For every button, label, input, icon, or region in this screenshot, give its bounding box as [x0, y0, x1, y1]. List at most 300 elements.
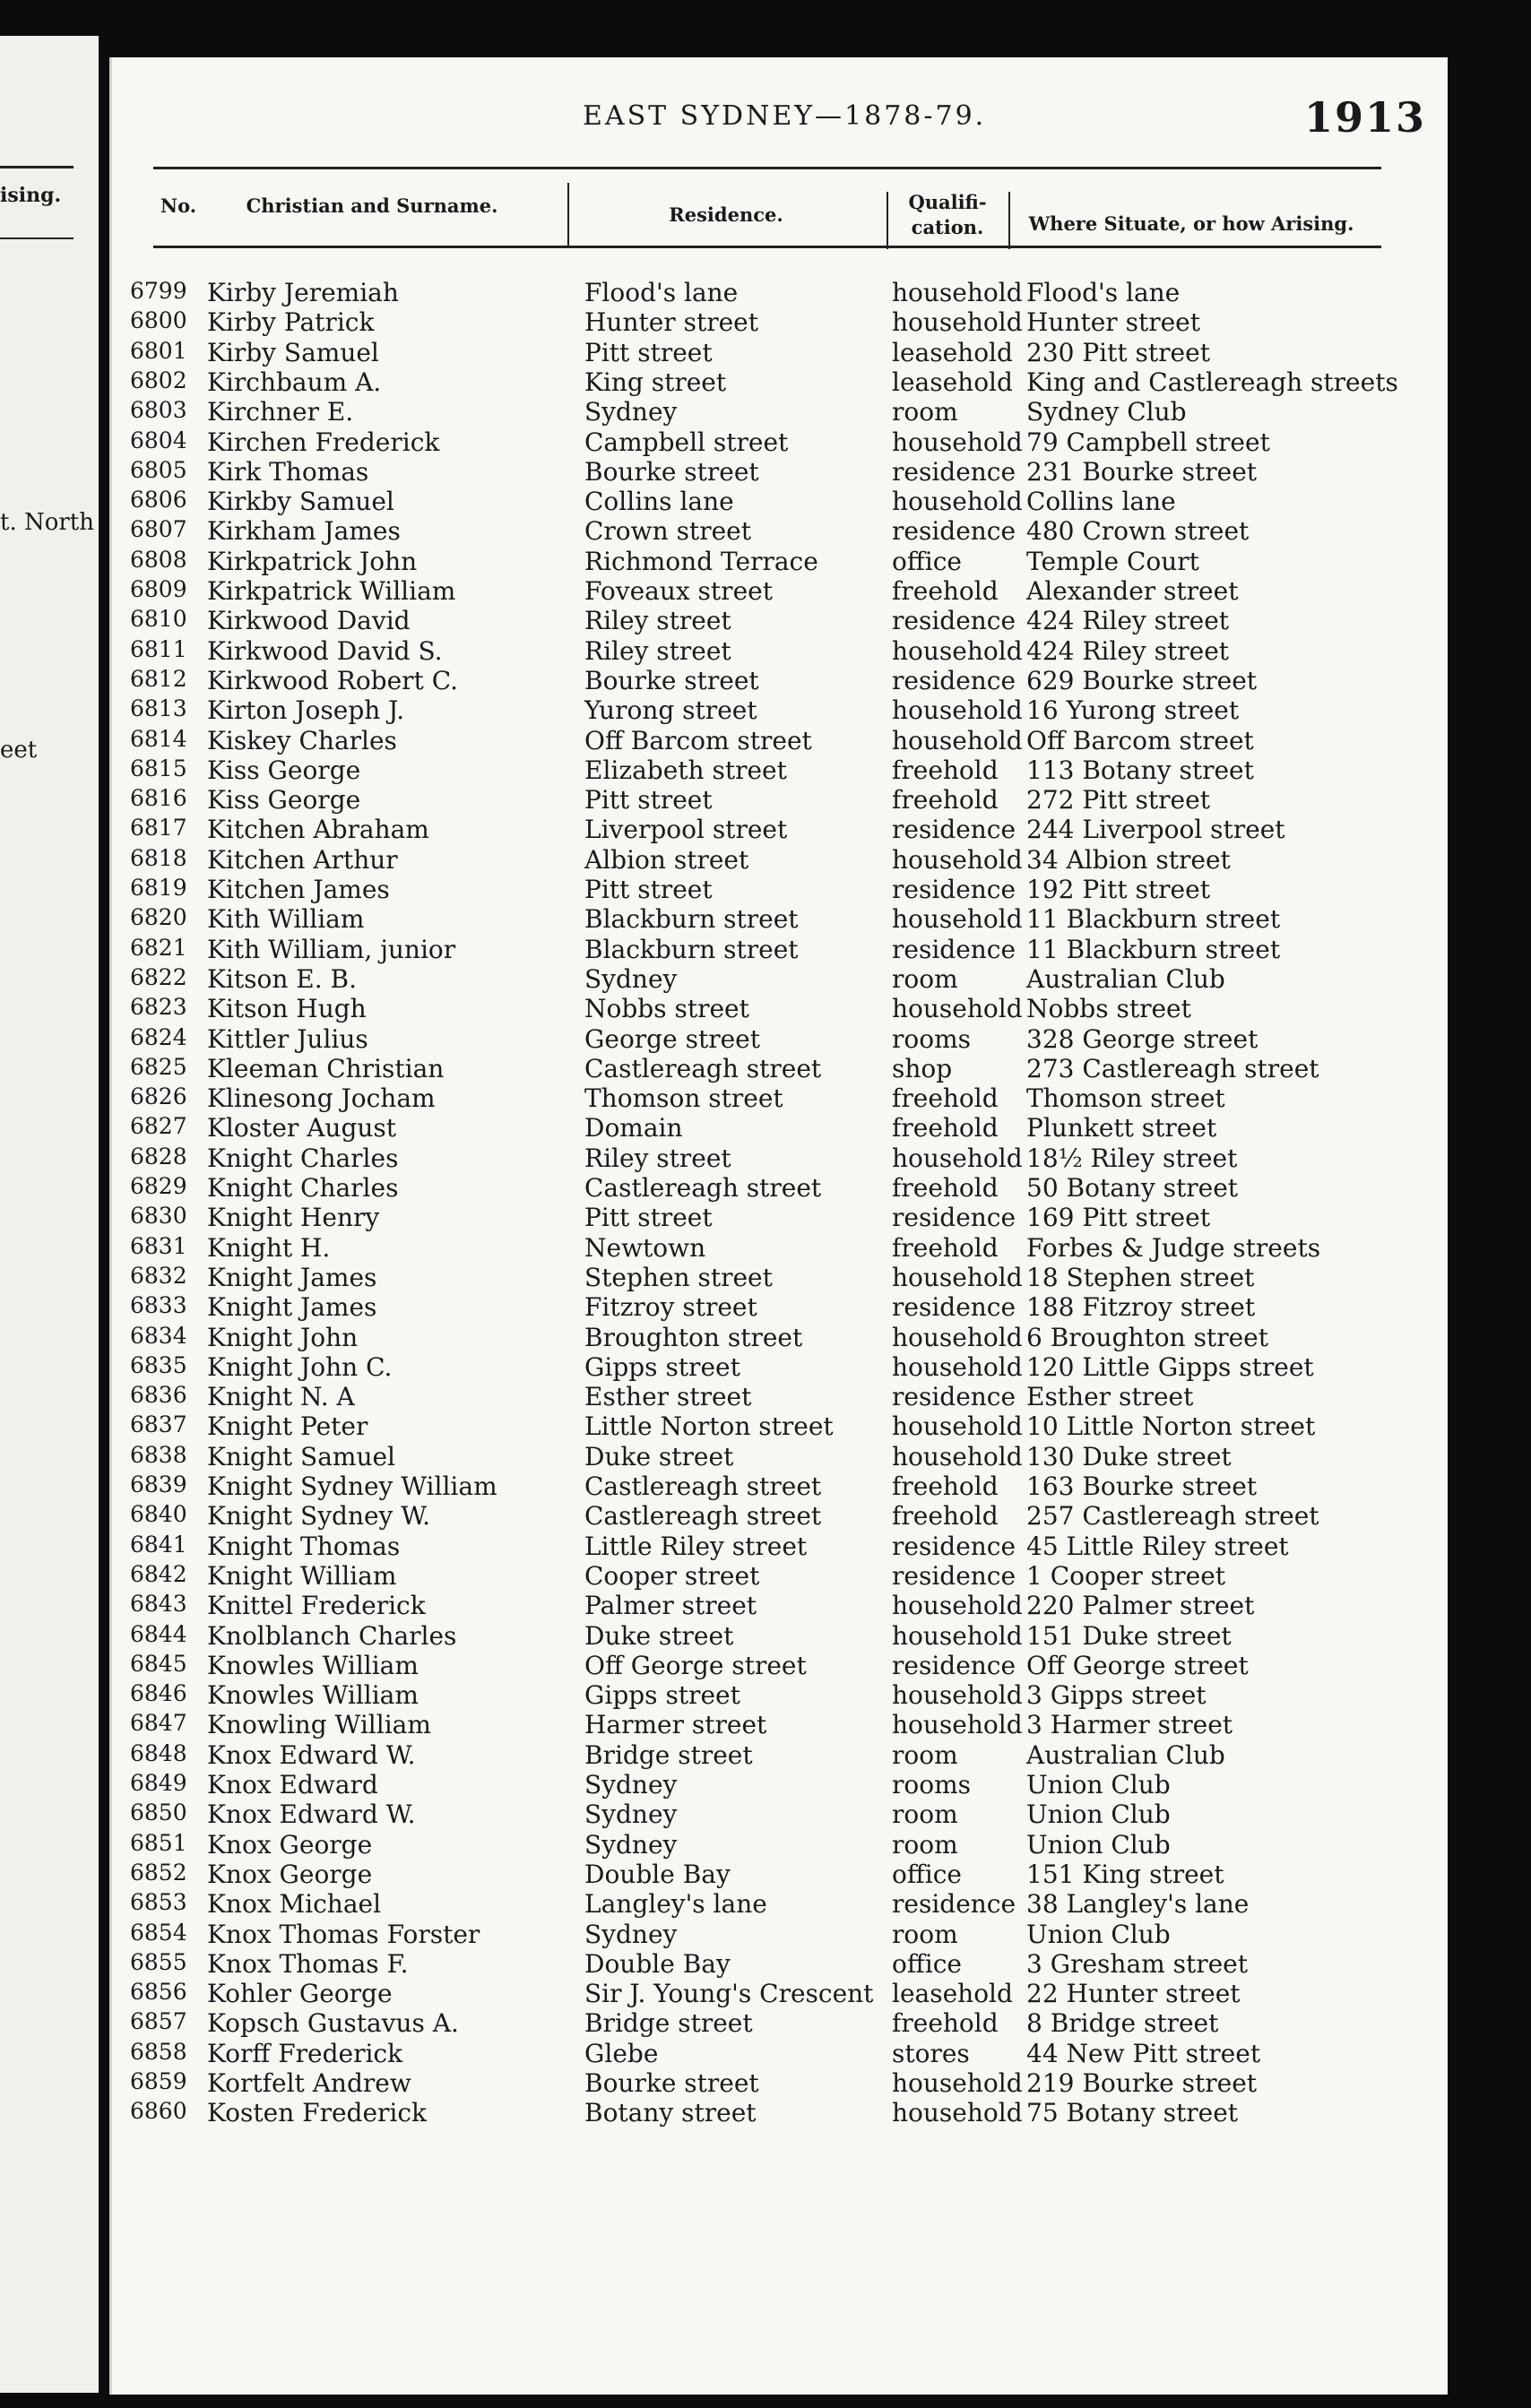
entry-qualification: household	[892, 725, 1023, 755]
entry-name: Kirchner E.	[207, 397, 354, 427]
entry-number: 6849	[130, 1770, 187, 1796]
entry-residence: Riley street	[584, 635, 731, 666]
entry-where-situate: Australian Club	[1026, 963, 1225, 994]
entry-number: 6857	[130, 2008, 187, 2035]
prev-page-fragment: t. North	[0, 509, 95, 536]
entry-qualification: freehold	[892, 785, 999, 816]
entry-qualification: residence	[892, 1292, 1016, 1323]
entry-where-situate: Union Club	[1026, 1770, 1171, 1800]
entry-where-situate: 219 Bourke street	[1026, 2068, 1258, 2098]
entry-number: 6806	[130, 487, 187, 514]
table-row	[130, 1949, 1439, 1979]
table-row	[130, 547, 1439, 576]
entry-name: Kirby Jeremiah	[207, 278, 399, 307]
table-row	[130, 1979, 1439, 2008]
entry-name: Knight John C.	[207, 1351, 393, 1382]
entry-qualification: residence	[892, 1531, 1016, 1561]
entry-number: 6816	[130, 785, 187, 812]
table-row	[130, 1800, 1439, 1829]
table-row	[130, 576, 1439, 606]
entry-residence: Langley's lane	[584, 1889, 767, 1920]
entry-where-situate: 163 Bourke street	[1026, 1472, 1258, 1501]
entry-number: 6821	[130, 934, 187, 961]
prev-page-rule	[0, 166, 74, 168]
table-row	[130, 1740, 1439, 1770]
entry-residence: Blackburn street	[584, 934, 799, 964]
entry-number: 6800	[130, 307, 187, 334]
entry-number: 6810	[130, 606, 187, 633]
entry-number: 6799	[130, 278, 187, 304]
table-row	[130, 1144, 1439, 1173]
table-row	[130, 516, 1439, 546]
prev-page-fragment: ising.	[0, 184, 62, 207]
entry-qualification: household	[892, 2098, 1023, 2128]
table-row	[130, 397, 1439, 427]
entry-qualification: office	[892, 1948, 962, 1979]
column-header-where: Where Situate, or how Arising.	[1028, 212, 1354, 235]
entry-residence: Sydney	[584, 1770, 678, 1800]
header-bottom-rule	[153, 246, 1381, 248]
entry-where-situate: Union Club	[1026, 1829, 1171, 1860]
entry-residence: Little Norton street	[584, 1411, 834, 1442]
entry-residence: Pitt street	[584, 337, 713, 367]
table-row	[130, 1591, 1439, 1620]
entry-name: Knowles William	[207, 1650, 419, 1680]
entry-number: 6819	[130, 875, 187, 901]
table-row	[130, 935, 1439, 964]
table-row	[130, 2039, 1439, 2068]
entry-where-situate: Nobbs street	[1026, 994, 1191, 1024]
entry-residence: Bridge street	[584, 1739, 753, 1770]
entry-where-situate: 3 Harmer street	[1026, 1710, 1233, 1740]
table-row	[130, 1680, 1439, 1710]
entry-qualification: residence	[892, 875, 1016, 904]
entry-name: Kohler George	[207, 1979, 393, 2009]
entry-qualification: residence	[892, 1203, 1016, 1233]
entry-name: Kirkham James	[207, 516, 401, 547]
entry-qualification: household	[892, 1680, 1023, 1711]
entry-name: Kirk Thomas	[207, 456, 369, 487]
table-row	[130, 815, 1439, 844]
entry-qualification: residence	[892, 934, 1016, 964]
entry-residence: George street	[584, 1023, 760, 1054]
entry-residence: Riley street	[584, 1143, 731, 1173]
entry-where-situate: 38 Langley's lane	[1026, 1889, 1250, 1920]
table-row	[130, 2008, 1439, 2038]
entry-where-situate: 629 Bourke street	[1026, 665, 1258, 695]
entry-name: Knox George	[207, 1829, 373, 1860]
entry-number: 6825	[130, 1053, 187, 1080]
table-row	[130, 994, 1439, 1023]
entry-where-situate: 120 Little Gipps street	[1026, 1351, 1314, 1382]
entry-residence: Duke street	[584, 1620, 734, 1651]
entry-name: Korff Frederick	[207, 2038, 403, 2068]
entry-number: 6851	[130, 1829, 187, 1856]
entry-name: Kirkpatrick John	[207, 546, 418, 576]
entry-where-situate: 45 Little Riley street	[1026, 1531, 1289, 1561]
entry-where-situate: 16 Yurong street	[1026, 695, 1240, 726]
entry-qualification: rooms	[892, 1023, 972, 1054]
entry-qualification: residence	[892, 1650, 1016, 1680]
entry-name: Kiskey Charles	[207, 725, 397, 755]
table-row	[130, 1710, 1439, 1739]
table-row	[130, 1203, 1439, 1232]
entry-name: Knight John	[207, 1322, 359, 1352]
entry-where-situate: 424 Riley street	[1026, 635, 1230, 666]
entry-where-situate: 151 Duke street	[1026, 1620, 1232, 1651]
entry-number: 6839	[130, 1472, 187, 1497]
header-top-rule	[153, 167, 1381, 169]
entry-number: 6818	[130, 844, 187, 871]
entry-residence: Castlereagh street	[584, 1053, 822, 1083]
entry-where-situate: 50 Botany street	[1026, 1173, 1239, 1203]
entry-number: 6854	[130, 1919, 187, 1946]
entry-residence: Harmer street	[584, 1710, 767, 1740]
table-row	[130, 367, 1439, 397]
entry-number: 6858	[130, 2038, 187, 2065]
entry-residence: Little Riley street	[584, 1531, 808, 1561]
entry-qualification: freehold	[892, 1083, 999, 1114]
entry-where-situate: 328 George street	[1026, 1023, 1259, 1054]
table-row	[130, 1113, 1439, 1143]
entry-where-situate: 480 Crown street	[1026, 516, 1250, 547]
table-row	[130, 1860, 1439, 1889]
entry-where-situate: 169 Pitt street	[1026, 1203, 1210, 1233]
entry-number: 6804	[130, 427, 187, 453]
entry-number: 6852	[130, 1859, 187, 1886]
entry-name: Kitson Hugh	[207, 994, 367, 1024]
entry-qualification: freehold	[892, 576, 999, 606]
entry-qualification: room	[892, 397, 958, 427]
entry-name: Knox Edward W.	[207, 1800, 416, 1830]
entry-number: 6832	[130, 1262, 187, 1289]
entry-qualification: freehold	[892, 755, 999, 785]
table-row	[130, 1770, 1439, 1800]
entry-qualification: residence	[892, 815, 1016, 845]
table-row	[130, 1411, 1439, 1441]
entry-name: Kirton Joseph J.	[207, 695, 405, 726]
table-row	[130, 2098, 1439, 2127]
entry-qualification: household	[892, 1411, 1023, 1442]
entry-name: Knox Edward W.	[207, 1739, 416, 1770]
entry-where-situate: Union Club	[1026, 1800, 1171, 1830]
entry-qualification: shop	[892, 1053, 953, 1083]
entry-where-situate: 220 Palmer street	[1026, 1591, 1255, 1621]
table-row	[130, 845, 1439, 875]
entry-residence: Pitt street	[584, 875, 713, 904]
entry-residence: Esther street	[584, 1382, 752, 1412]
entry-residence: Hunter street	[584, 307, 758, 338]
entry-where-situate: Off George street	[1026, 1650, 1249, 1680]
entry-number: 6834	[130, 1322, 187, 1349]
entry-name: Knight H.	[207, 1232, 331, 1263]
entry-number: 6826	[130, 1083, 187, 1110]
table-row	[130, 1501, 1439, 1531]
entry-number: 6817	[130, 815, 187, 842]
entry-number: 6815	[130, 755, 187, 781]
entry-name: Knight Henry	[207, 1203, 380, 1233]
entry-name: Knight Thomas	[207, 1531, 401, 1561]
entry-residence: Bourke street	[584, 665, 759, 695]
entry-number: 6841	[130, 1531, 187, 1558]
entry-where-situate: 11 Blackburn street	[1026, 904, 1281, 935]
entry-number: 6833	[130, 1292, 187, 1319]
entry-number: 6845	[130, 1650, 187, 1677]
entry-name: Kith William	[207, 904, 365, 935]
entry-name: Knight Charles	[207, 1143, 399, 1173]
entry-name: Kiss George	[207, 785, 361, 816]
entry-number: 6829	[130, 1173, 187, 1199]
entry-number: 6847	[130, 1710, 187, 1737]
entry-number: 6860	[130, 2098, 187, 2125]
entry-where-situate: 113 Botany street	[1026, 755, 1254, 785]
entry-residence: Broughton street	[584, 1322, 803, 1352]
entry-number: 6837	[130, 1411, 187, 1438]
entry-name: Knox George	[207, 1859, 373, 1889]
entry-name: Knight James	[207, 1292, 377, 1323]
entry-name: Knight Sydney W.	[207, 1501, 431, 1532]
entry-number: 6812	[130, 665, 187, 692]
entry-residence: Off George street	[584, 1650, 807, 1680]
entry-residence: Sydney	[584, 1919, 678, 1949]
entry-name: Kitchen Arthur	[207, 844, 398, 875]
entry-name: Knox Michael	[207, 1889, 382, 1920]
entry-where-situate: Union Club	[1026, 1919, 1171, 1949]
table-row	[130, 606, 1439, 635]
entry-qualification: household	[892, 1591, 1023, 1621]
table-row	[130, 1532, 1439, 1561]
table-row	[130, 726, 1439, 755]
entry-name: Kiss George	[207, 755, 361, 785]
entry-residence: Foveaux street	[584, 576, 773, 606]
table-row	[130, 1024, 1439, 1054]
entry-qualification: room	[892, 1829, 958, 1860]
entry-residence: Bourke street	[584, 456, 759, 487]
table-row	[130, 785, 1439, 815]
entry-where-situate: 1 Cooper street	[1026, 1560, 1226, 1591]
entry-name: Knight Samuel	[207, 1441, 395, 1472]
entry-where-situate: Off Barcom street	[1026, 725, 1254, 755]
entry-number: 6811	[130, 635, 187, 662]
entry-where-situate: 273 Castlereagh street	[1026, 1053, 1319, 1083]
entry-qualification: residence	[892, 665, 1016, 695]
entry-where-situate: Flood's lane	[1026, 278, 1181, 307]
entry-number: 6820	[130, 904, 187, 931]
entry-qualification: household	[892, 1262, 1023, 1292]
entry-where-situate: 151 King street	[1026, 1859, 1224, 1889]
entry-name: Knight Peter	[207, 1411, 368, 1442]
entry-where-situate: 192 Pitt street	[1026, 875, 1210, 904]
entry-where-situate: 18 Stephen street	[1026, 1262, 1255, 1292]
entry-residence: Bourke street	[584, 2068, 759, 2098]
entry-where-situate: 8 Bridge street	[1026, 2008, 1219, 2039]
entry-residence: Castlereagh street	[584, 1501, 822, 1532]
entry-where-situate: Thomson street	[1026, 1083, 1225, 1114]
entry-number: 6840	[130, 1501, 187, 1528]
entry-residence: Collins lane	[584, 487, 734, 517]
entry-residence: Gipps street	[584, 1680, 740, 1711]
column-divider	[1008, 192, 1010, 249]
entry-where-situate: 22 Hunter street	[1026, 1979, 1241, 2009]
table-row	[130, 1083, 1439, 1113]
entry-residence: Elizabeth street	[584, 755, 787, 785]
table-row	[130, 1920, 1439, 1949]
entry-number: 6835	[130, 1351, 187, 1378]
column-header-no: No.	[160, 194, 197, 217]
entry-residence: Gipps street	[584, 1351, 740, 1382]
entry-residence: Liverpool street	[584, 815, 788, 845]
entry-qualification: leasehold	[892, 337, 1013, 367]
entry-number: 6842	[130, 1560, 187, 1587]
table-row	[130, 1830, 1439, 1860]
entry-residence: Pitt street	[584, 1203, 713, 1233]
entry-number: 6801	[130, 337, 187, 364]
entry-qualification: residence	[892, 516, 1016, 547]
entry-qualification: residence	[892, 1560, 1016, 1591]
previous-page-edge	[0, 36, 99, 2393]
entry-number: 6828	[130, 1143, 187, 1169]
entry-where-situate: 34 Albion street	[1026, 844, 1231, 875]
entry-where-situate: Forbes & Judge streets	[1026, 1232, 1321, 1263]
entry-where-situate: 244 Liverpool street	[1026, 815, 1285, 845]
entry-where-situate: 3 Gipps street	[1026, 1680, 1207, 1711]
entry-residence: Stephen street	[584, 1262, 773, 1292]
entry-residence: Flood's lane	[584, 278, 739, 307]
table-row	[130, 487, 1439, 516]
entry-qualification: leasehold	[892, 1979, 1013, 2009]
entry-where-situate: 230 Pitt street	[1026, 337, 1210, 367]
table-row	[130, 1889, 1439, 1919]
entry-where-situate: 3 Gresham street	[1026, 1948, 1248, 1979]
table-row	[130, 1472, 1439, 1501]
entry-qualification: household	[892, 844, 1023, 875]
table-row	[130, 1233, 1439, 1263]
entry-where-situate: 44 New Pitt street	[1026, 2038, 1261, 2068]
entry-residence: Bridge street	[584, 2008, 753, 2039]
entry-residence: Fitzroy street	[584, 1292, 757, 1323]
entry-where-situate: Hunter street	[1026, 307, 1200, 338]
table-row	[130, 1621, 1439, 1651]
entry-residence: Castlereagh street	[584, 1173, 822, 1203]
entry-qualification: household	[892, 635, 1023, 666]
table-row	[130, 695, 1439, 725]
entry-where-situate: 79 Campbell street	[1026, 427, 1270, 457]
table-row	[130, 1442, 1439, 1472]
entry-residence: Sydney	[584, 397, 678, 427]
entry-where-situate: 6 Broughton street	[1026, 1322, 1268, 1352]
entry-name: Kortfelt Andrew	[207, 2068, 411, 2098]
column-header-residence: Residence.	[669, 203, 783, 226]
entry-residence: Pitt street	[584, 785, 713, 816]
column-header-qualification: Qualifi- cation.	[908, 191, 987, 238]
entry-name: Kitchen Abraham	[207, 815, 429, 845]
entry-number: 6838	[130, 1441, 187, 1468]
entry-name: Kosten Frederick	[207, 2098, 428, 2128]
table-row	[130, 1292, 1439, 1322]
table-row	[130, 1382, 1439, 1411]
entry-qualification: freehold	[892, 1501, 999, 1532]
entry-where-situate: Sydney Club	[1026, 397, 1187, 427]
entry-number: 6823	[130, 994, 187, 1021]
entry-name: Knittel Frederick	[207, 1591, 426, 1621]
entry-qualification: household	[892, 487, 1023, 517]
entry-name: Knight James	[207, 1262, 377, 1292]
entry-name: Kirkwood Robert C.	[207, 665, 459, 695]
entry-qualification: household	[892, 307, 1023, 338]
entry-name: Knox Edward	[207, 1770, 378, 1800]
entry-name: Knox Thomas F.	[207, 1948, 409, 1979]
table-row	[130, 2068, 1439, 2098]
prev-page-rule	[0, 237, 74, 239]
entry-qualification: household	[892, 1143, 1023, 1173]
entry-number: 6859	[130, 2068, 187, 2094]
entry-where-situate: 424 Riley street	[1026, 606, 1230, 636]
entry-name: Knolblanch Charles	[207, 1620, 457, 1651]
entry-residence: Albion street	[584, 844, 749, 875]
entry-qualification: freehold	[892, 1113, 999, 1144]
entry-number: 6855	[130, 1948, 187, 1975]
entry-where-situate: King and Castlereagh streets	[1026, 367, 1398, 397]
entry-residence: Double Bay	[584, 1948, 731, 1979]
entry-name: Kirkpatrick William	[207, 576, 456, 606]
entry-name: Kittler Julius	[207, 1023, 368, 1054]
entry-name: Knight Sydney William	[207, 1472, 497, 1501]
table-row	[130, 1263, 1439, 1292]
entry-residence: Glebe	[584, 2038, 659, 2068]
entry-number: 6850	[130, 1800, 187, 1826]
entry-qualification: room	[892, 1919, 958, 1949]
entry-residence: Newtown	[584, 1232, 706, 1263]
entry-qualification: household	[892, 1322, 1023, 1352]
entry-name: Kitson E. B.	[207, 963, 358, 994]
entry-residence: Botany street	[584, 2098, 757, 2128]
entry-qualification: stores	[892, 2038, 970, 2068]
column-divider	[567, 183, 569, 246]
table-row	[130, 1561, 1439, 1591]
entry-residence: Sydney	[584, 963, 678, 994]
entry-residence: Double Bay	[584, 1859, 731, 1889]
table-row	[130, 1054, 1439, 1083]
entry-where-situate: 188 Fitzroy street	[1026, 1292, 1256, 1323]
entry-where-situate: 130 Duke street	[1026, 1441, 1232, 1472]
entry-number: 6856	[130, 1979, 187, 2006]
entry-number: 6807	[130, 516, 187, 543]
table-row	[130, 666, 1439, 695]
entry-qualification: freehold	[892, 1232, 999, 1263]
entry-where-situate: Esther street	[1026, 1382, 1194, 1412]
entry-residence: Yurong street	[584, 695, 757, 726]
entry-number: 6805	[130, 456, 187, 483]
entry-residence: Duke street	[584, 1441, 734, 1472]
entry-qualification: office	[892, 1859, 962, 1889]
entry-name: Kirby Patrick	[207, 307, 375, 338]
entry-residence: King street	[584, 367, 727, 397]
entry-number: 6803	[130, 397, 187, 424]
entry-qualification: residence	[892, 456, 1016, 487]
table-row	[130, 1352, 1439, 1382]
entry-qualification: household	[892, 427, 1023, 457]
entry-where-situate: Collins lane	[1026, 487, 1176, 517]
entry-name: Kopsch Gustavus A.	[207, 2008, 459, 2039]
entry-name: Kirkby Samuel	[207, 487, 394, 517]
entry-residence: Campbell street	[584, 427, 789, 457]
entry-qualification: household	[892, 994, 1023, 1024]
entry-residence: Riley street	[584, 606, 731, 636]
entry-qualification: household	[892, 1441, 1023, 1472]
entry-name: Knight Charles	[207, 1173, 399, 1203]
entry-number: 6814	[130, 725, 187, 752]
entry-name: Kirchen Frederick	[207, 427, 440, 457]
